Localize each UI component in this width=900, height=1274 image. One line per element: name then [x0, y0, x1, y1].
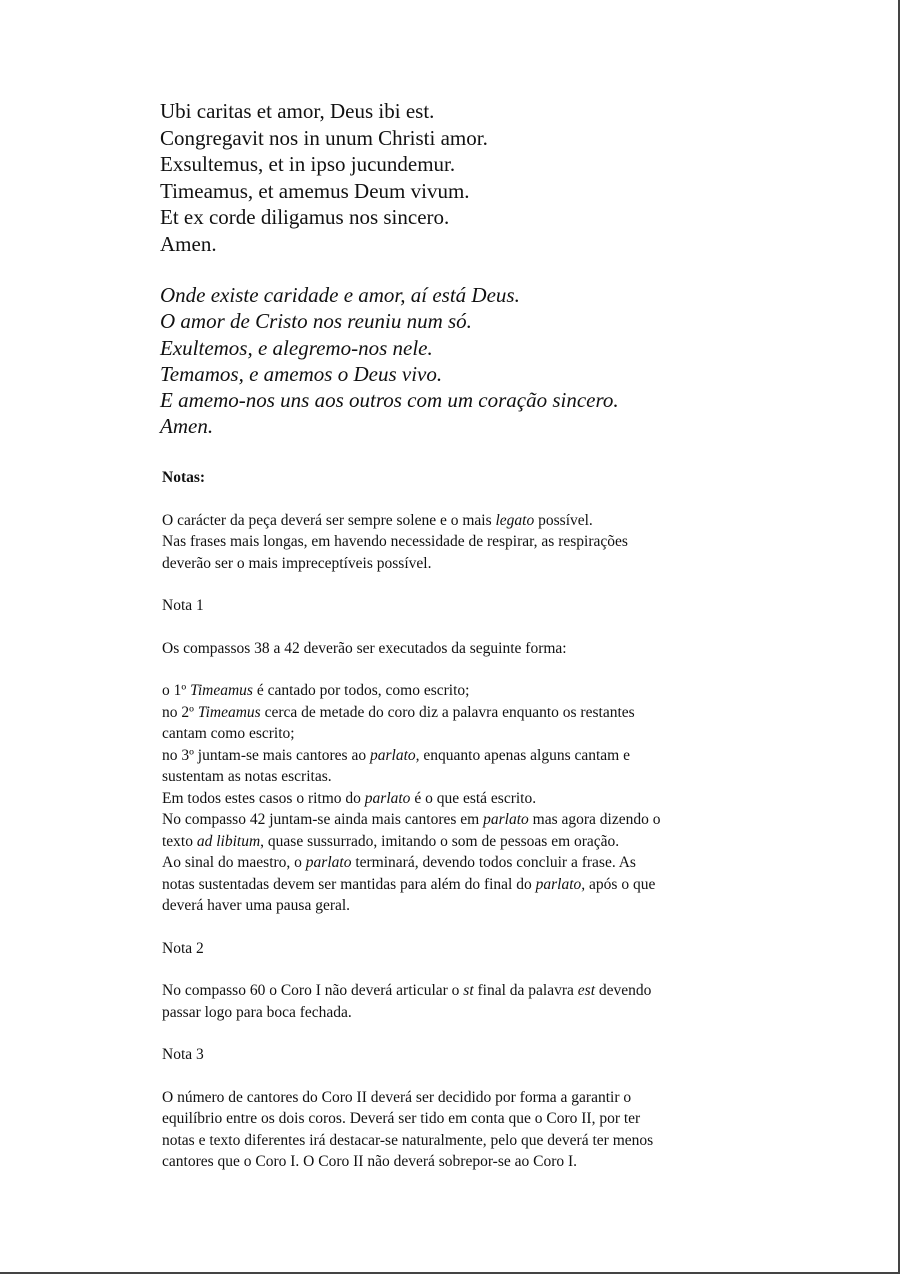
note-line: passar logo para boca fechada. [162, 1003, 352, 1021]
nota-1-body [162, 680, 782, 917]
italic-run: Timeamus [197, 703, 261, 721]
nota-3-heading: Nota 3 [162, 1046, 204, 1063]
translation-line: Exultemos, e alegremo-nos nele. [160, 335, 433, 360]
italic-run: parlato [483, 811, 529, 828]
italic-run: ad libitum [196, 832, 261, 850]
italic-run: parlato [364, 789, 411, 807]
intro-line [162, 510, 782, 532]
latin-line: Timeamus, et amemus Deum vivum. [160, 178, 470, 203]
text-run: No compasso 60 o Coro I não deverá articular o [162, 982, 464, 999]
translation-line: O amor de Cristo nos reuniu num só. [160, 309, 472, 334]
italic-run: Timeamus [190, 682, 253, 699]
latin-text [160, 98, 860, 257]
text-run: texto [162, 832, 197, 850]
text-run: notas sustentadas devem ser mantidas para além do final do [162, 875, 536, 893]
text-run: No compasso 42 juntam-se ainda mais cantores em [162, 811, 484, 828]
text-run: o 1º [162, 682, 191, 699]
translation-line: Amen. [160, 414, 214, 439]
note-line: deverá haver uma pausa geral. [162, 897, 351, 914]
notes-title: Notas: [162, 469, 206, 486]
italic-run: legato [495, 511, 535, 529]
note-line [162, 852, 782, 874]
note-line: equilíbrio entre os dois coros. Deverá ser tido em conta que o Coro II, por ter [162, 1110, 641, 1127]
latin-line: Et ex corde diligamus nos sincero. [160, 205, 450, 229]
note-line: sustentam as notas escritas. [162, 768, 332, 785]
text-run: O carácter da peça deverá ser sempre solene e o mais [162, 511, 496, 529]
note-line [162, 809, 782, 831]
nota-1-intro: Os compassos 38 a 42 deverão ser executados da seguinte forma: [162, 639, 567, 657]
text-run: no 3º juntam-se mais cantores ao [162, 746, 370, 764]
nota-1-heading: Nota 1 [162, 597, 204, 614]
text-run: possível. [534, 511, 593, 529]
notes-section [162, 467, 782, 1194]
note-line [162, 745, 782, 767]
latin-line: Ubi caritas et amor, Deus ibi est. [160, 99, 435, 123]
text-run: enquanto apenas alguns cantam e [419, 746, 630, 764]
note-line [162, 831, 782, 853]
text-run: terminará, devendo todos concluir a frase. As [351, 854, 636, 871]
text-run: Em todos estes casos o ritmo do [162, 789, 365, 807]
italic-run: parlato, [369, 746, 420, 764]
intro-line: deverão ser o mais impreceptíveis possível. [162, 554, 432, 572]
note-line: cantam como escrito; [162, 725, 295, 742]
note-line: cantores que o Coro I. O Coro II não deverá sobrepor-se ao Coro I. [162, 1153, 578, 1170]
translation-line: Temamos, e amemos o Deus vivo. [160, 361, 443, 386]
text-run: mas agora dizendo o [528, 811, 661, 828]
italic-run: est [577, 982, 595, 999]
latin-line: Congregavit nos in unum Christi amor. [160, 125, 488, 150]
text-run: é o que está escrito. [410, 789, 537, 807]
translation-line: Onde existe caridade e amor, aí está Deus. [160, 283, 520, 307]
text-run: após o que [585, 875, 656, 893]
nota-2-body [162, 980, 782, 1023]
text-run: devendo [595, 982, 652, 999]
text-run: Ao sinal do maestro, o [162, 854, 306, 871]
note-line [162, 788, 782, 810]
text-run: final da palavra [473, 982, 578, 999]
portuguese-translation [160, 282, 860, 440]
note-line [162, 980, 782, 1002]
text-run: , quase sussurrado, imitando o som de pessoas em oração. [260, 832, 620, 850]
notes-intro [162, 510, 782, 575]
note-line [162, 680, 782, 702]
translation-line: E amemo-nos uns aos outros com um coração sincero. [160, 388, 619, 413]
italic-run: parlato [305, 854, 352, 871]
nota-3-body [162, 1087, 782, 1173]
intro-line: Nas frases mais longas, em havendo necessidade de respirar, as respirações [162, 533, 628, 550]
text-run: cerca de metade do coro diz a palavra enquanto os restantes [260, 703, 635, 721]
note-line: notas e texto diferentes irá destacar-se naturalmente, pelo que deverá ter menos [162, 1131, 654, 1149]
note-line [162, 874, 782, 896]
note-line: O número de cantores do Coro II deverá ser decidido por forma a garantir o [162, 1088, 632, 1106]
latin-line: Amen. [160, 231, 217, 256]
italic-run: parlato, [535, 875, 586, 893]
latin-line: Exsultemus, et in ipso jucundemur. [160, 152, 456, 176]
text-run: no 2º [162, 703, 198, 721]
nota-2-heading: Nota 2 [162, 939, 204, 957]
text-run: é cantado por todos, como escrito; [252, 682, 470, 699]
italic-run: st [463, 982, 474, 999]
note-line [162, 702, 782, 724]
